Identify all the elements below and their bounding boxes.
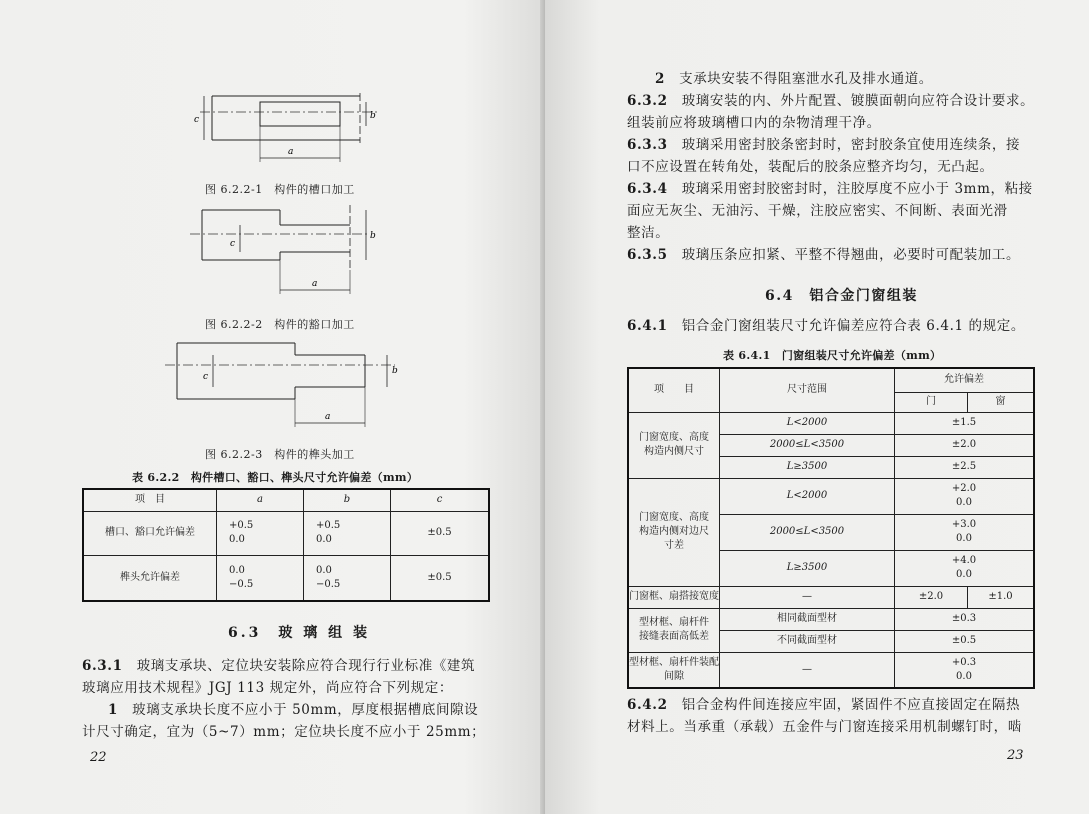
clause-6-4-2: 6.4.2 铝合金构件间连接应牢固，紧固件不应直接固定在隔热 材料上。当承重（承载）五金件与门窗连接采用机制螺钉时，啮 <box>627 697 1022 735</box>
table-caption-6-4-1: 表 6.4.1 门窗组装尺寸允许偏差（mm） <box>723 349 942 362</box>
fig2-label-b: b <box>370 231 376 241</box>
table-cell-a: 0.0 −0.5 <box>217 555 304 601</box>
table-cell-range: 2000≤L<3500 <box>720 434 895 456</box>
clause-6-3-2: 6.3.2 玻璃安装的内、外片配置、镀膜面朝向应符合设计要求。 <box>627 93 1035 109</box>
table-caption-6-2-2: 表 6.2.2 构件槽口、豁口、榫头尺寸允许偏差（mm） <box>132 471 419 484</box>
fig2-label-c: c <box>230 239 236 249</box>
figure-notch-machining <box>180 200 400 300</box>
right-text-block: 2 支承块安装不得阻塞泄水孔及排水通道。 6.3.2 玻璃安装的内、外片配置、镀膜面朝向应符合设计要求。 组装前应将玻璃槽口内的杂物清理干净。 6.3.3 玻璃采用密封胶条密封时，密封胶条宜使用连续条，接 口不应设置在转角处，装配后的胶条应整齐均匀，无凸起。 6.3.4 玻璃采用密封胶密封时，注胶厚度不应小于 3mm，粘接 面应无灰尘、无油污、干燥，注胶应密实、不间断、表面光滑 整洁。 6.3.5 玻璃压条应扣紧、平整不得翘曲，必要时可配装加工。 <box>627 68 1047 266</box>
table-cell-tolerance: +4.0 0.0 <box>895 550 1035 586</box>
table-cell-b: 0.0 −0.5 <box>304 555 391 601</box>
table-cell-item: 型材框、扇杆件接缝表面高低差 <box>628 608 720 652</box>
table-header-item: 项 目 <box>83 489 217 511</box>
table-cell-range: — <box>720 586 895 608</box>
table-header-c: c <box>391 489 490 511</box>
figure-slot-machining <box>180 88 400 168</box>
table-6-4-1 <box>627 367 1035 689</box>
table-cell-range: — <box>720 652 895 688</box>
table-header-window: 窗 <box>968 392 1035 412</box>
table-header-range: 尺寸范围 <box>720 368 895 412</box>
table-cell-tolerance: ±0.3 <box>895 608 1035 630</box>
section-heading-6-3: 6.3 玻 璃 组 装 <box>228 625 370 641</box>
table-cell-c: ±0.5 <box>391 555 490 601</box>
table-cell-door: ±2.0 <box>895 586 968 608</box>
table-cell-tolerance: ±2.0 <box>895 434 1035 456</box>
table-cell-range: 相同截面型材 <box>720 608 895 630</box>
fig1-label-b: b <box>370 111 376 121</box>
table-cell-window: ±1.0 <box>968 586 1035 608</box>
clause-number: 6.3.1 <box>82 658 123 674</box>
table-cell-tolerance: ±2.5 <box>895 456 1035 478</box>
table-6-2-2 <box>82 488 490 602</box>
table-cell-c: ±0.5 <box>391 511 490 555</box>
table-header-tolerance: 允许偏差 <box>895 368 1035 392</box>
table-cell-b: +0.5 0.0 <box>304 511 391 555</box>
fig1-label-a: a <box>288 147 294 157</box>
table-cell-range: L<2000 <box>720 412 895 434</box>
figure-tenon-machining <box>165 335 415 435</box>
table-cell-a: +0.5 0.0 <box>217 511 304 555</box>
item-2: 2 支承块安装不得阻塞泄水孔及排水通道。 <box>655 71 933 87</box>
table-cell-item: 榫头允许偏差 <box>83 555 217 601</box>
figure-caption-6-2-2-1: 图 6.2.2-1 构件的槽口加工 <box>205 183 355 196</box>
clause-6-3-1: 6.3.1 玻璃支承块、定位块安装除应符合现行行业标准《建筑 玻璃应用技术规程》JGJ 113 规定外，尚应符合下列规定： 1 玻璃支承块长度不应小于 50mm，厚度根据槽底间隙设 计尺寸确定，宜为（5~7）mm；定位块长度不应小于 25mm； <box>82 658 486 740</box>
table-header-item: 项 目 <box>628 368 720 412</box>
table-cell-tolerance: +2.0 0.0 <box>895 478 1035 514</box>
table-cell-range: L≥3500 <box>720 456 895 478</box>
table-cell-range: L≥3500 <box>720 550 895 586</box>
table-cell-range: 不同截面型材 <box>720 630 895 652</box>
clause-6-3-5: 6.3.5 玻璃压条应扣紧、平整不得翘曲，必要时可配装加工。 <box>627 247 1021 263</box>
table-cell-tolerance: ±0.5 <box>895 630 1035 652</box>
table-cell-tolerance: +3.0 0.0 <box>895 514 1035 550</box>
table-cell-tolerance: +0.3 0.0 <box>895 652 1035 688</box>
table-group-item: 门窗宽度、高度构造内侧对边尺寸差 <box>628 478 720 586</box>
fig3-label-c: c <box>203 372 209 382</box>
table-header-b: b <box>304 489 391 511</box>
section-heading-6-4: 6.4 铝合金门窗组装 <box>765 288 918 304</box>
fig2-label-a: a <box>312 279 318 289</box>
table-cell-tolerance: ±1.5 <box>895 412 1035 434</box>
table-cell-item: 门窗框、扇搭接宽度 <box>628 586 720 608</box>
table-cell-range: 2000≤L<3500 <box>720 514 895 550</box>
fig3-label-a: a <box>325 412 331 422</box>
right-page <box>545 0 1089 814</box>
figure-caption-6-2-2-3: 图 6.2.2-3 构件的榫头加工 <box>205 448 355 461</box>
fig3-label-b: b <box>392 366 398 376</box>
page-number: 23 <box>1007 748 1024 763</box>
fig1-label-c: c <box>194 115 200 125</box>
table-header-a: a <box>217 489 304 511</box>
table-cell-item: 槽口、豁口允许偏差 <box>83 511 217 555</box>
figure-caption-6-2-2-2: 图 6.2.2-2 构件的豁口加工 <box>205 318 355 331</box>
table-header-door: 门 <box>895 392 968 412</box>
table-cell-range: L<2000 <box>720 478 895 514</box>
item-number: 1 <box>108 702 118 718</box>
page-number: 22 <box>90 750 107 765</box>
clause-6-4-1: 6.4.1 铝合金门窗组装尺寸允许偏差应符合表 6.4.1 的规定。 <box>627 318 1025 334</box>
table-group-item: 门窗宽度、高度构造内侧尺寸 <box>628 412 720 478</box>
clause-6-3-4: 6.3.4 玻璃采用密封胶密封时，注胶厚度不应小于 3mm，粘接 <box>627 181 1033 197</box>
clause-6-3-3: 6.3.3 玻璃采用密封胶条密封时，密封胶条宜使用连续条，接 <box>627 137 1021 153</box>
table-cell-item: 型材框、扇杆件装配间隙 <box>628 652 720 688</box>
